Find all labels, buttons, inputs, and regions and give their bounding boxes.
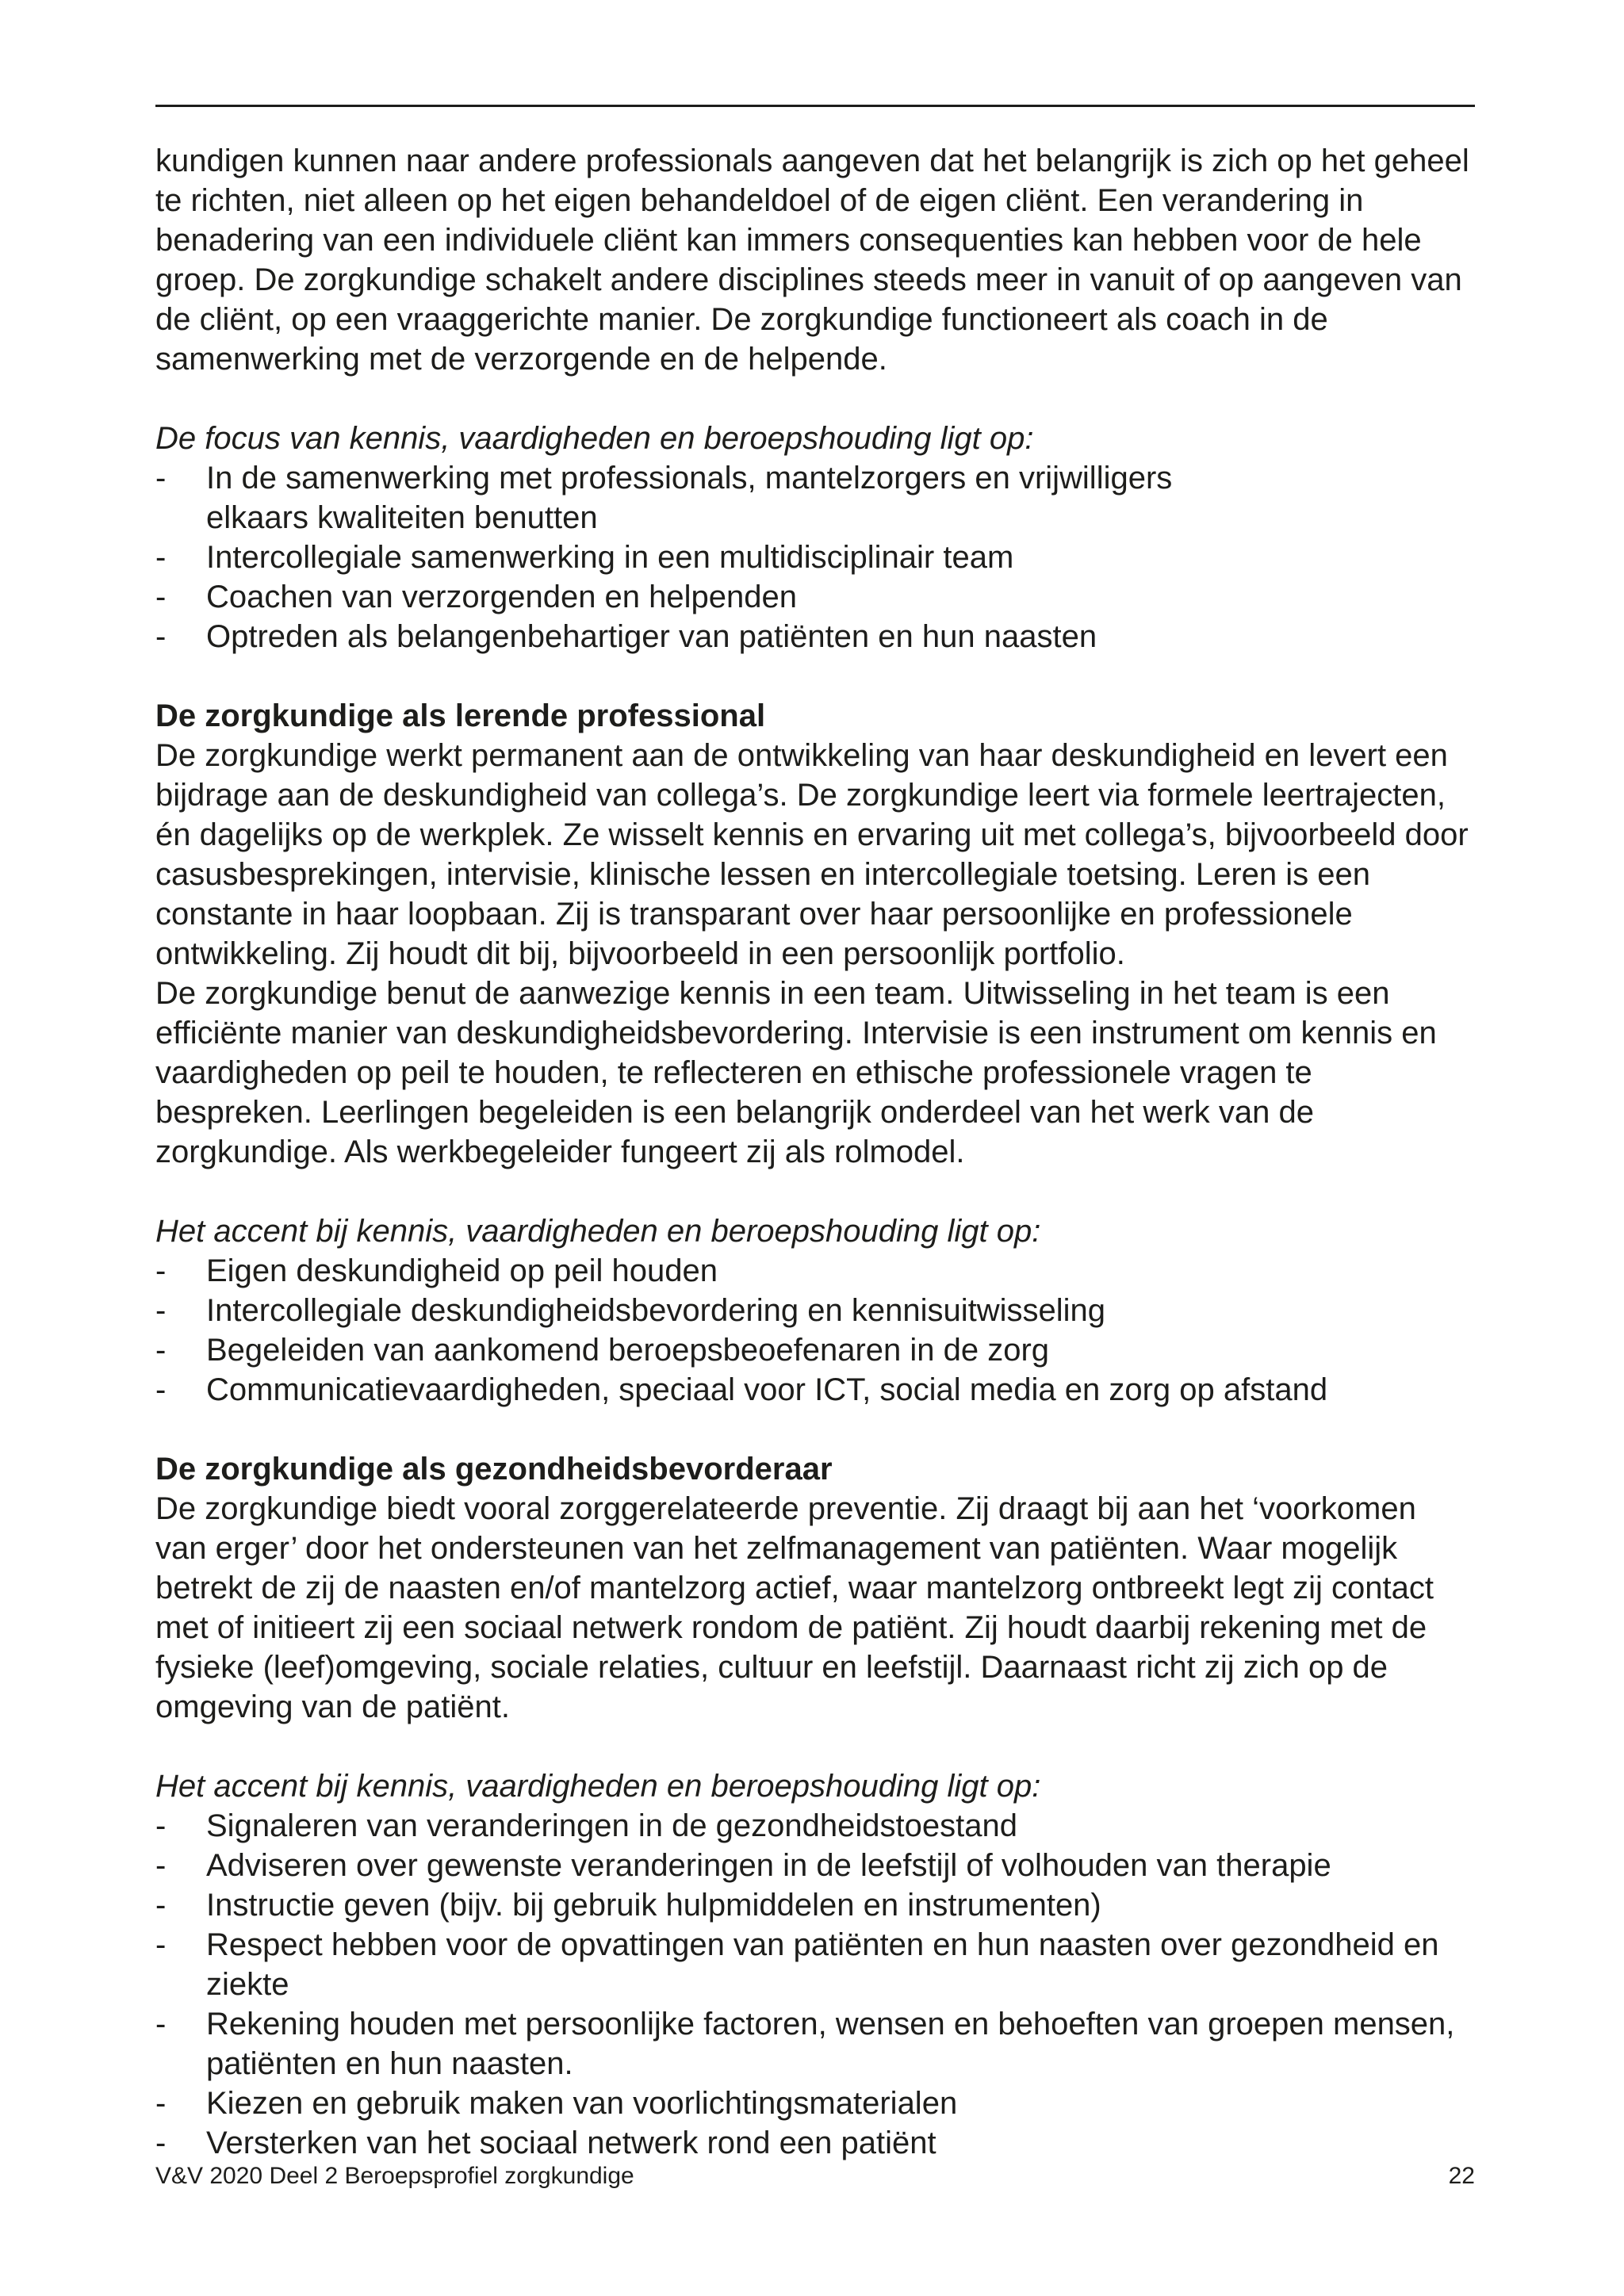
- list-item: - Intercollegiale deskundigheidsbevordering en kennisuitwisseling: [155, 1291, 1475, 1330]
- list-item: - Adviseren over gewenste veranderingen in de leefstijl of volhouden van therapie: [155, 1846, 1475, 1885]
- dash-bullet: -: [155, 619, 167, 654]
- dash-bullet: -: [155, 1888, 167, 1923]
- list-item: - Eigen deskundigheid op peil houden: [155, 1251, 1475, 1291]
- page-number: 22: [1448, 2163, 1475, 2189]
- list-item: - Rekening houden met persoonlijke factoren, wensen en behoeften van groepen mensen, patiënten en hun naasten.: [155, 2004, 1475, 2084]
- spacer: [155, 1410, 1475, 1449]
- dash-bullet: -: [155, 1927, 167, 1962]
- list-item: - Signaleren van veranderingen in de gezondheidstoestand: [155, 1806, 1475, 1846]
- footer-title: V&V 2020 Deel 2 Beroepsprofiel zorgkundige: [155, 2163, 634, 2189]
- dash-bullet: -: [155, 2086, 167, 2121]
- dash-bullet: -: [155, 1333, 167, 1368]
- dash-bullet: -: [155, 580, 167, 614]
- list-item: - Kiezen en gebruik maken van voorlichtingsmaterialen: [155, 2084, 1475, 2123]
- intro-paragraph: kundigen kunnen naar andere professionals aangeven dat het belangrijk is zich op het geheel te richten, niet alleen op het eigen behandeldoel of de eigen cliënt. Een verandering in benadering van een individuele cliënt kan immers consequenties kan hebben voor de hele groep. De zorgkundige schakelt andere disciplines steeds meer in vanuit of op aangeven van de cliënt, op een vraaggerichte manier. De zorgkundige functioneert als coach in de samenwerking met de verzorgende en de helpende.: [155, 144, 1469, 377]
- health-focus-label: Het accent bij kennis, vaardigheden en beroepshouding ligt op:: [155, 1769, 1041, 1804]
- dash-bullet: -: [155, 1253, 167, 1288]
- spacer: [155, 379, 1475, 419]
- dash-bullet: -: [155, 1293, 167, 1328]
- page-content: [155, 141, 1475, 2163]
- health-list: [155, 1806, 1475, 2163]
- header-rule: [155, 105, 1475, 107]
- list-item: - Respect hebben voor de opvattingen van patiënten en hun naasten over gezondheid en ziekte: [155, 1925, 1475, 2004]
- section-heading-health: De zorgkundige als gezondheidsbevorderaar: [155, 1452, 833, 1487]
- list-item: - Optreden als belangenbehartiger van patiënten en hun naasten: [155, 617, 1475, 656]
- learning-list: [155, 1251, 1475, 1410]
- learning-focus-label: Het accent bij kennis, vaardigheden en beroepshouding ligt op:: [155, 1214, 1041, 1249]
- list-item: - Communicatievaardigheden, speciaal voor ICT, social media en zorg op afstand: [155, 1370, 1475, 1410]
- intro-list: [155, 458, 1475, 656]
- spacer: [155, 1727, 1475, 1766]
- dash-bullet: -: [155, 2126, 167, 2160]
- dash-bullet: -: [155, 2007, 167, 2042]
- list-item: - Intercollegiale samenwerking in een multidisciplinair team: [155, 538, 1475, 577]
- dash-bullet: -: [155, 1372, 167, 1407]
- spacer: [155, 656, 1475, 696]
- learning-paragraph-1: De zorgkundige werkt permanent aan de ontwikkeling van haar deskundigheid en levert een bijdrage aan de deskundigheid van collega’s. De zorgkundige leert via formele leertrajecten, én dagelijks op de werkplek. Ze wisselt kennis en ervaring uit met collega’s, bijvoorbeeld door casusbesprekingen, intervisie, klinische lessen en intercollegiale toetsing. Leren is een constante in haar loopbaan. Zij is transparant over haar persoonlijke en professionele ontwikkeling. Zij houdt dit bij, bijvoorbeeld in een persoonlijk portfolio.: [155, 738, 1469, 971]
- dash-bullet: -: [155, 1808, 167, 1843]
- health-paragraph: De zorgkundige biedt vooral zorggerelateerde preventie. Zij draagt bij aan het ‘voorkomen van erger’ door het ondersteunen van het zelfmanagement van patiënten. Waar mogelijk betrekt de zij de naasten en/of mantelzorg actief, waar mantelzorg ontbreekt legt zij contact met of initieert zij een sociaal netwerk rondom de patiënt. Zij houdt daarbij rekening met de fysieke (leef)omgeving, sociale relaties, cultuur en leefstijl. Daarnaast richt zij zich op de omgeving van de patiënt.: [155, 1491, 1434, 1724]
- list-item: - Versterken van het sociaal netwerk rond een patiënt: [155, 2123, 1475, 2163]
- intro-focus-label: De focus van kennis, vaardigheden en beroepshouding ligt op:: [155, 421, 1034, 456]
- list-item: - Coachen van verzorgenden en helpenden: [155, 577, 1475, 617]
- dash-bullet: -: [155, 1848, 167, 1883]
- list-item: - Begeleiden van aankomend beroepsbeoefenaren in de zorg: [155, 1330, 1475, 1370]
- learning-paragraph-2: De zorgkundige benut de aanwezige kennis in een team. Uitwisseling in het team is een efficiënte manier van deskundigheidsbevordering. Intervisie is een instrument om kennis en vaardigheden op peil te houden, te reflecteren en ethische professionele vragen te bespreken. Leerlingen begeleiden is een belangrijk onderdeel van het werk van de zorgkundige. Als werkbegeleider fungeert zij als rolmodel.: [155, 976, 1437, 1169]
- spacer: [155, 1172, 1475, 1211]
- dash-bullet: -: [155, 461, 167, 496]
- list-item: - In de samenwerking met professionals, mantelzorgers en vrijwilligers elkaars kwaliteiten benutten: [155, 458, 1237, 538]
- list-item: - Instructie geven (bijv. bij gebruik hulpmiddelen en instrumenten): [155, 1885, 1475, 1925]
- dash-bullet: -: [155, 540, 167, 575]
- section-heading-learning: De zorgkundige als lerende professional: [155, 698, 766, 733]
